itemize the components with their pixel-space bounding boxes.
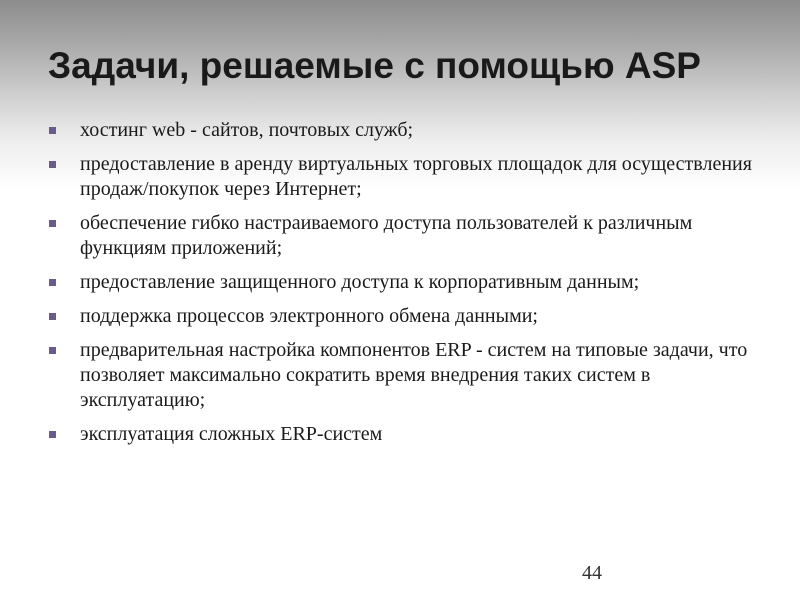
bullet-text: предварительная настройка компонентов ERP - систем на типовые задачи, что позволяет максимально сократить время внедрения таких систем в эксплуатацию; — [80, 339, 748, 411]
bullet-text: хостинг web - сайтов, почтовых служб; — [80, 119, 414, 141]
bullet-text: предоставление защищенного доступа к корпоративным данным; — [80, 271, 640, 293]
bullet-item — [48, 211, 768, 261]
square-bullet-icon — [49, 347, 56, 354]
page-number: 44 — [582, 562, 602, 584]
bullet-text: поддержка процессов электронного обмена данными; — [80, 305, 538, 327]
bullet-item — [48, 422, 768, 447]
slide-title: Задачи, решаемые с помощью ASP — [48, 45, 701, 86]
bullet-list — [48, 118, 768, 456]
square-bullet-icon — [49, 161, 56, 168]
bullet-text: обеспечение гибко настраиваемого доступа пользователей к различным функциям приложений; — [80, 212, 693, 259]
square-bullet-icon — [49, 313, 56, 320]
bullet-item — [48, 270, 768, 295]
bullet-text: эксплуатация сложных ERP-систем — [80, 423, 383, 445]
bullet-item — [48, 304, 768, 329]
square-bullet-icon — [49, 431, 56, 438]
bullet-item — [48, 152, 768, 202]
bullet-text: предоставление в аренду виртуальных торговых площадок для осуществления продаж/покупок через Интернет; — [80, 153, 752, 200]
square-bullet-icon — [49, 279, 56, 286]
square-bullet-icon — [49, 127, 56, 134]
square-bullet-icon — [49, 220, 56, 227]
bullet-item — [48, 118, 768, 143]
bullet-item — [48, 338, 768, 413]
